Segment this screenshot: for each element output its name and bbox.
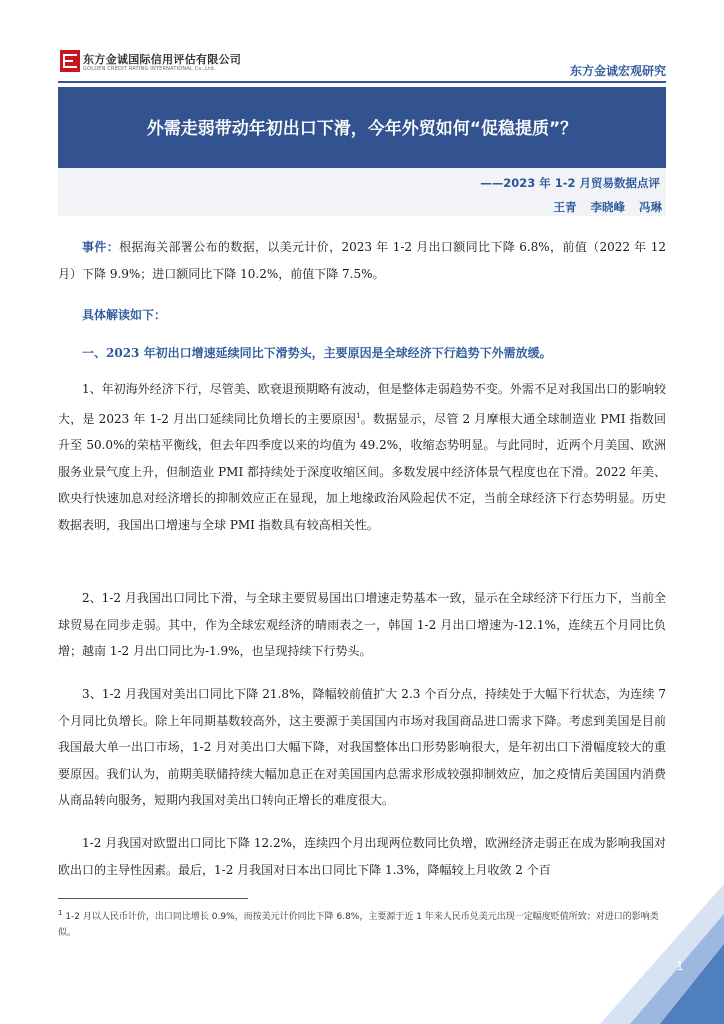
footnote-mark: 1	[58, 909, 63, 917]
footnote-text: 1-2 月以人民币计价，出口同比增长 0.9%，而按美元计价同比下降 6.8%，主要源于近 1 年来人民币兑美元出现一定幅度贬值所致；对进口的影响类似。	[58, 912, 659, 938]
event-text: 根据海关部署公布的数据，以美元计价，2023 年 1-2 月出口额同比下降 6.8%，前值（2022 年 12 月）下降 9.9%；进口额同比下降 10.2%，前值下降 7.5%。	[58, 240, 666, 281]
company-name: 东方金诚国际信用评估有限公司	[83, 53, 242, 66]
company-name-english: GOLDEN CREDIT RATING INTERNATIONAL Co.,Ltd.	[83, 66, 216, 72]
page-number: 1	[676, 959, 684, 973]
corner-decoration	[600, 884, 724, 1024]
report-subtitle: ——2023 年 1-2 月贸易数据点评	[480, 176, 660, 190]
paragraph-1-text-a: 1、年初海外经济下行，尽管美、欧衰退预期略有波动，但是整体走弱趋势不变。外需不足对我国出口的影响较大，是 2023 年 1-2 月出口延续同比负增长的主要原因	[58, 382, 666, 426]
footnote	[58, 905, 666, 941]
paragraph-3: 3、1-2 月我国对美出口同比下降 21.8%，降幅较前值扩大 2.3 个百分点，持续处于大幅下行状态，为连续 7 个月同比负增长。除上年同期基数较高外，这主要源于美国国内市场对我国商品进口需求下降。考虑到美国是目前我国最大单一出口市场，1-2 月对美出口大幅下降，对我国整体出口形势影响很大，是年初出口下滑幅度较大的重要原因。我们认为，前期美联储持续大幅加息正在对美国国内总需求形成较强抑制效应，加之疫情后美国国内消费从商品转向服务，短期内我国对美出口转向正增长的难度很大。	[58, 687, 666, 807]
footnote-divider	[58, 898, 248, 899]
footnote-reference: 1	[356, 411, 361, 420]
event-paragraph	[58, 234, 666, 287]
report-title: 外需走弱带动年初出口下滑，今年外贸如何“促稳提质”？	[146, 119, 578, 139]
paragraph-2: 2、1-2 月我国出口同比下滑，与全球主要贸易国出口增速走势基本一致，显示在全球经济下行压力下，当前全球贸易在同步走弱。其中，作为全球宏观经济的晴雨表之一，韩国 1-2 月出口增速为-12.1%，连续五个月同比负增；越南 1-2 月出口同比为-1.9%，也呈现持续下行势头。	[58, 591, 666, 658]
section-1-heading: 一、2023 年初出口增速延续同比下滑势头，主要原因是全球经济下行趋势下外需放缓。	[82, 346, 552, 360]
authors: 王青 李晓峰 冯琳	[553, 200, 662, 214]
paragraph-1	[58, 376, 666, 538]
event-label: 事件：	[82, 240, 120, 254]
brand-label: 东方金诚宏观研究	[569, 64, 666, 78]
subtitle-area	[58, 168, 666, 216]
company-logo-icon	[60, 50, 80, 72]
header-divider	[58, 81, 666, 83]
paragraph-1-text-b: 。数据显示，尽管 2 月摩根大通全球制造业 PMI 指数回升至 50.0%的荣枯平衡线，但去年四季度以来的均值为 49.2%，收缩态势明显。与此同时，近两个月美国、欧洲服务业景气度上升，但制造业 PMI 都持续处于深度收缩区间。多数发展中经济体景气程度也在下滑。2022 年美、欧央行快速加息对经济增长的抑制效应正在显现，加上地缘政治风险起伏不定，当前全球经济下行态势明显。历史数据表明，我国出口增速与全球 PMI 指数具有较高相关性。	[58, 411, 667, 532]
analysis-heading: 具体解读如下：	[82, 308, 167, 322]
page-header	[0, 0, 724, 84]
title-banner	[58, 87, 666, 168]
paragraph-4: 1-2 月我国对欧盟出口同比下降 12.2%，连续四个月出现两位数同比负增，欧洲经济走弱正在成为影响我国对欧出口的主导性因素。最后，1-2 月我国对日本出口同比下降 1.3%，降幅较上月收敛 2 个百	[58, 836, 666, 877]
